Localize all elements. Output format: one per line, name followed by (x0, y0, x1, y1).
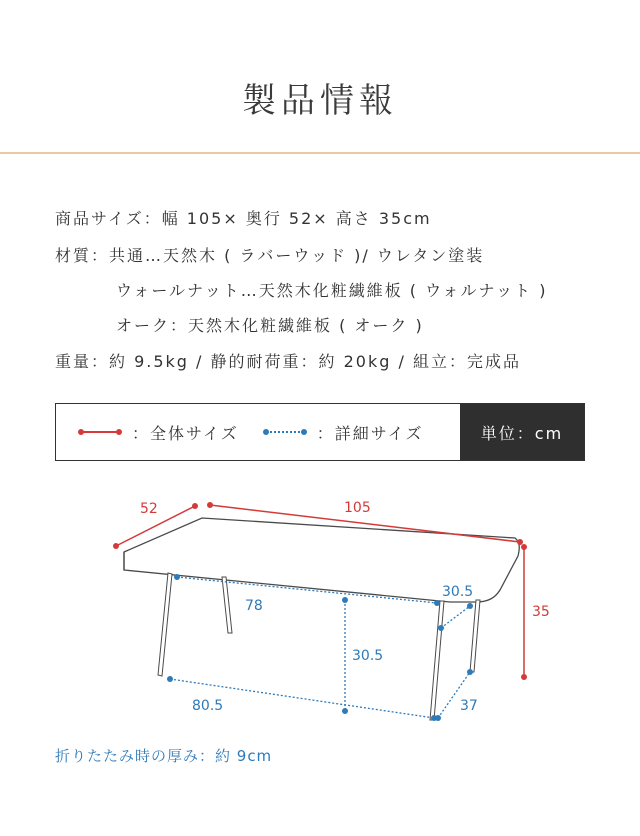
table-leg-back-right (470, 600, 480, 672)
dimension-legend (55, 403, 585, 461)
table-leg-front-right (430, 601, 444, 720)
svg-text:105: 105 (344, 500, 371, 516)
svg-text:30.5: 30.5 (352, 648, 384, 664)
legend-detail-label: ：詳細サイズ (316, 423, 424, 443)
table-dimension-diagram (0, 480, 640, 740)
table-leg-back-left (222, 577, 232, 633)
legend-overall-label: ：全体サイズ (132, 423, 239, 443)
title-divider (0, 152, 640, 154)
spec-material-oak: オーク：天然木化粧繊維板 ( オーク ) (116, 316, 424, 335)
overall-size-line-icon (78, 427, 122, 437)
spec-weight: 重量：約 9.5kg / 静的耐荷重：約 20kg / 組立：完成品 (55, 352, 521, 371)
svg-text:37: 37 (460, 698, 478, 714)
under-height-dimension (342, 597, 383, 714)
svg-text:78: 78 (245, 598, 263, 614)
table-leg-front-left (158, 573, 172, 676)
page-title: 製品情報 (242, 81, 398, 121)
spec-material-walnut: ウォールナット…天然木化粧繊維板 ( ウォルナット ) (116, 281, 548, 300)
detail-size-line-icon (263, 427, 307, 437)
legend-keys (56, 404, 460, 460)
spec-size: 商品サイズ：幅 105× 奥行 52× 高さ 35cm (55, 209, 432, 228)
svg-text:35: 35 (532, 604, 550, 620)
overall-height-dimension (521, 544, 550, 680)
spec-material: 材質：共通…天然木 ( ラバーウッド )/ ウレタン塗装 (55, 246, 485, 265)
legend-unit: 単位：cm (460, 404, 584, 460)
svg-text:80.5: 80.5 (192, 698, 224, 714)
svg-text:52: 52 (140, 501, 158, 517)
svg-text:30.5: 30.5 (442, 584, 474, 600)
folded-thickness-note: 折りたたみ時の厚み：約 9cm (55, 747, 273, 765)
leg-span-lower-dimension (167, 676, 437, 721)
leg-depth-lower-dimension (435, 669, 478, 721)
